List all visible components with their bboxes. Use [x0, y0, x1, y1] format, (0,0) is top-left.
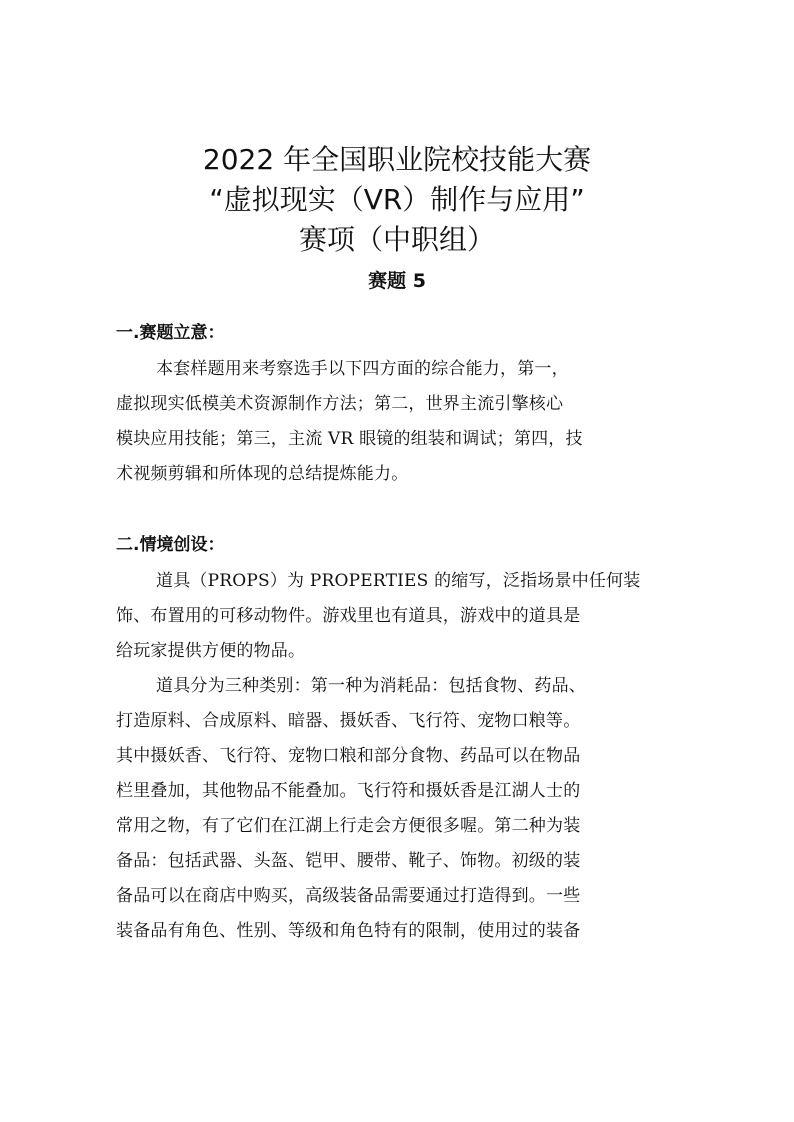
- title-block: [0, 140, 794, 296]
- paragraph-line: 其中摄妖香、飞行符、宠物口粮和部分食物、药品可以在物品: [116, 746, 581, 766]
- paragraph-line: 给玩家提供方便的物品。: [116, 641, 306, 661]
- paragraph-line: 备品：包括武器、头盔、铠甲、腰带、靴子、饰物。初级的装: [116, 851, 581, 871]
- paragraph-line: 术视频剪辑和所体现的总结提炼能力。: [116, 464, 409, 484]
- event-group: 赛项（中职组）: [298, 223, 495, 256]
- paragraph-line: 装备品有角色、性别、等级和角色特有的限制，使用过的装备: [116, 921, 581, 941]
- paragraph-line: 饰、布置用的可移动物件。游戏里也有道具，游戏中的道具是: [116, 606, 581, 626]
- paragraph-line: 虚拟现实低模美术资源制作方法；第二，世界主流引擎核心: [116, 394, 564, 414]
- section-heading-scenario: 二.情境创设：: [116, 535, 225, 555]
- paragraph-line: 打造原料、合成原料、暗器、摄妖香、飞行符、宠物口粮等。: [116, 711, 581, 731]
- competition-title: 2022 年全国职业院校技能大赛: [202, 143, 592, 176]
- event-name: “虚拟现实（VR）制作与应用”: [209, 183, 585, 216]
- paragraph-line: 备品可以在商店中购买，高级装备品需要通过打造得到。一些: [116, 886, 581, 906]
- exam-number: 赛题 5: [368, 270, 426, 292]
- paragraph-line: 道具分为三种类别：第一种为消耗品：包括食物、药品、: [156, 676, 586, 696]
- paragraph-line: 模块应用技能；第三，主流 VR 眼镜的组装和调试；第四，技: [116, 429, 583, 449]
- section-scenario-body: [116, 564, 676, 949]
- paragraph-line: 道具（PROPS）为 PROPERTIES 的缩写，泛指场景中任何装: [156, 571, 641, 591]
- paragraph-line: 栏里叠加，其他物品不能叠加。飞行符和摄妖香是江湖人士的: [116, 781, 581, 801]
- paragraph-line: 本套样题用来考察选手以下四方面的综合能力，第一，: [156, 359, 569, 379]
- paragraph-line: 常用之物，有了它们在江湖上行走会方便很多喔。第二种为装: [116, 816, 581, 836]
- section-purpose-body: [116, 352, 676, 492]
- section-heading-purpose: 一.赛题立意：: [116, 323, 225, 343]
